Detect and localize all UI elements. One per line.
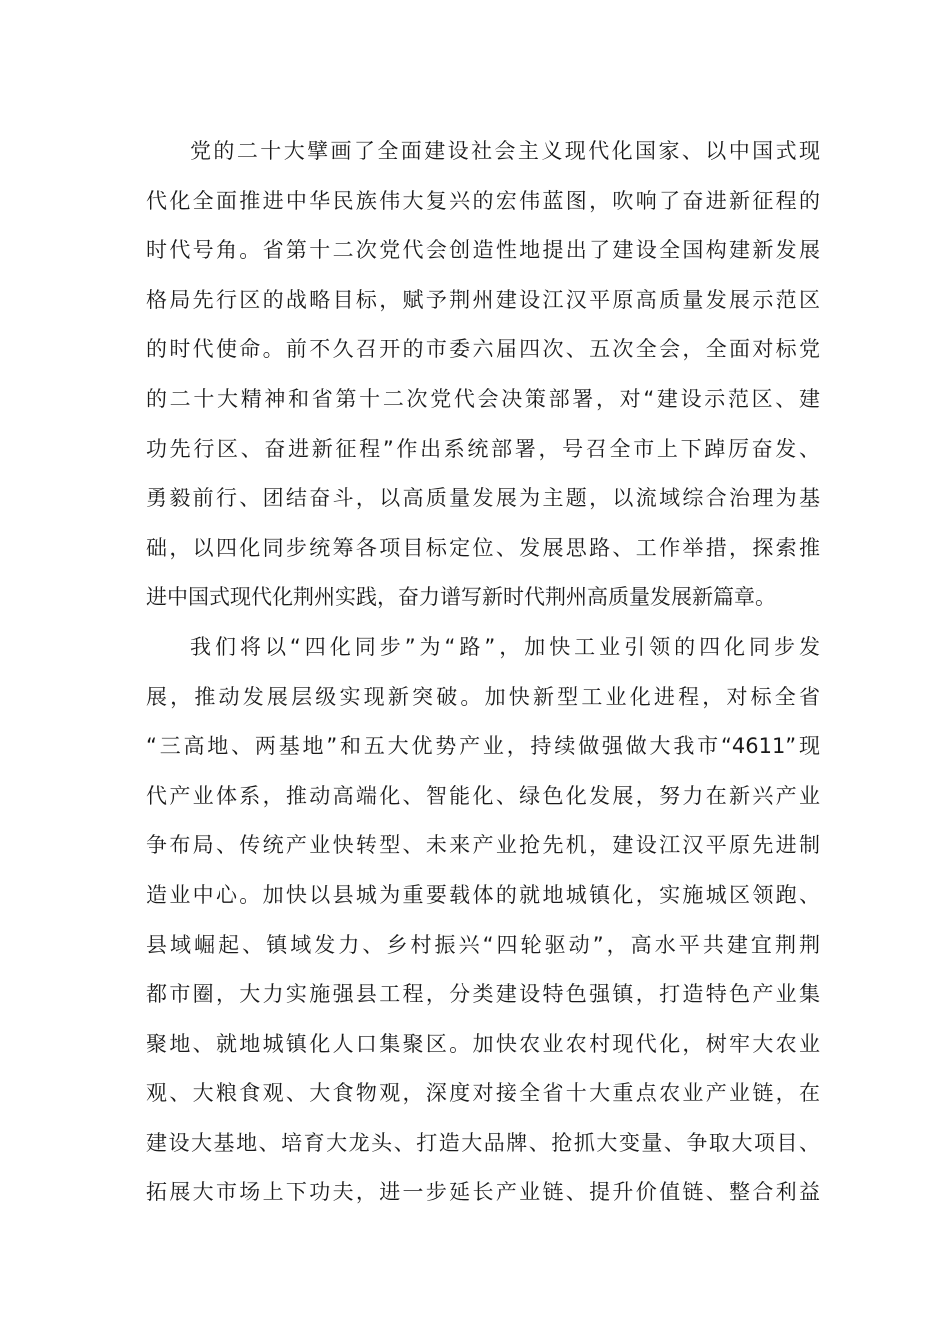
body-text	[146, 127, 820, 1218]
paragraph-2-line-5: 争布局、传统产业快转型、未来产业抢先机，建设江汉平原先进制	[146, 833, 820, 858]
paragraph-2-line-6: 造业中心。加快以县城为重要载体的就地城镇化，实施城区领跑、	[146, 882, 820, 907]
paragraph-1-line-9: 础，以四化同步统筹各项目标定位、发展思路、工作举措，探索推	[146, 535, 820, 560]
paragraph-1-line-8: 勇毅前行、团结奋斗，以高质量发展为主题，以流域综合治理为基	[146, 486, 820, 511]
paragraph-2-line-2: 展，推动发展层级实现新突破。加快新型工业化进程，对标全省	[146, 684, 820, 709]
paragraph-1-line-2: 代化全面推进中华民族伟大复兴的宏伟蓝图，吹响了奋进新征程的	[146, 188, 820, 213]
paragraph-2-line-12: 拓展大市场上下功夫，进一步延长产业链、提升价值链、整合利益	[146, 1180, 820, 1205]
paragraph-2-line-9: 聚地、就地城镇化人口集聚区。加快农业农村现代化，树牢大农业	[146, 1031, 820, 1056]
paragraph-2-line-7: 县域崛起、镇域发力、乡村振兴“四轮驱动”，高水平共建宜荆荆	[146, 932, 820, 957]
paragraph-1-line-1: 党的二十大擘画了全面建设社会主义现代化国家、以中国式现	[190, 139, 820, 163]
paragraph-1-line-5: 的时代使命。前不久召开的市委六届四次、五次全会，全面对标党	[146, 337, 820, 362]
paragraph-2-line-10: 观、大粮食观、大食物观，深度对接全省十大重点农业产业链，在	[146, 1081, 820, 1106]
paragraph-2-line-4: 代产业体系，推动高端化、智能化、绿色化发展，努力在新兴产业	[146, 783, 820, 808]
paragraph-2-line-1: 我们将以“四化同步”为“路”，加快工业引领的四化同步发	[190, 634, 820, 659]
paragraph-2-line-11: 建设大基地、培育大龙头、打造大品牌、抢抓大变量、争取大项目、	[146, 1130, 820, 1155]
paragraph-1-line-3: 时代号角。省第十二次党代会创造性地提出了建设全国构建新发展	[146, 238, 820, 263]
paragraph-2-line-3: “三高地、两基地”和五大优势产业，持续做强做大我市“4611”现	[146, 734, 820, 759]
paragraph-1-line-6: 的二十大精神和省第十二次党代会决策部署，对“建设示范区、建	[146, 386, 820, 411]
paragraph-2-line-8: 都市圈，大力实施强县工程，分类建设特色强镇，打造特色产业集	[146, 982, 820, 1007]
paragraph-1-line-10: 进中国式现代化荆州实践，奋力谱写新时代荆州高质量发展新篇章。	[146, 585, 776, 610]
paragraph-1-line-7: 功先行区、奋进新征程”作出系统部署，号召全市上下踔厉奋发、	[146, 436, 820, 461]
paragraph-1-line-4: 格局先行区的战略目标，赋予荆州建设江汉平原高质量发展示范区	[146, 287, 820, 312]
